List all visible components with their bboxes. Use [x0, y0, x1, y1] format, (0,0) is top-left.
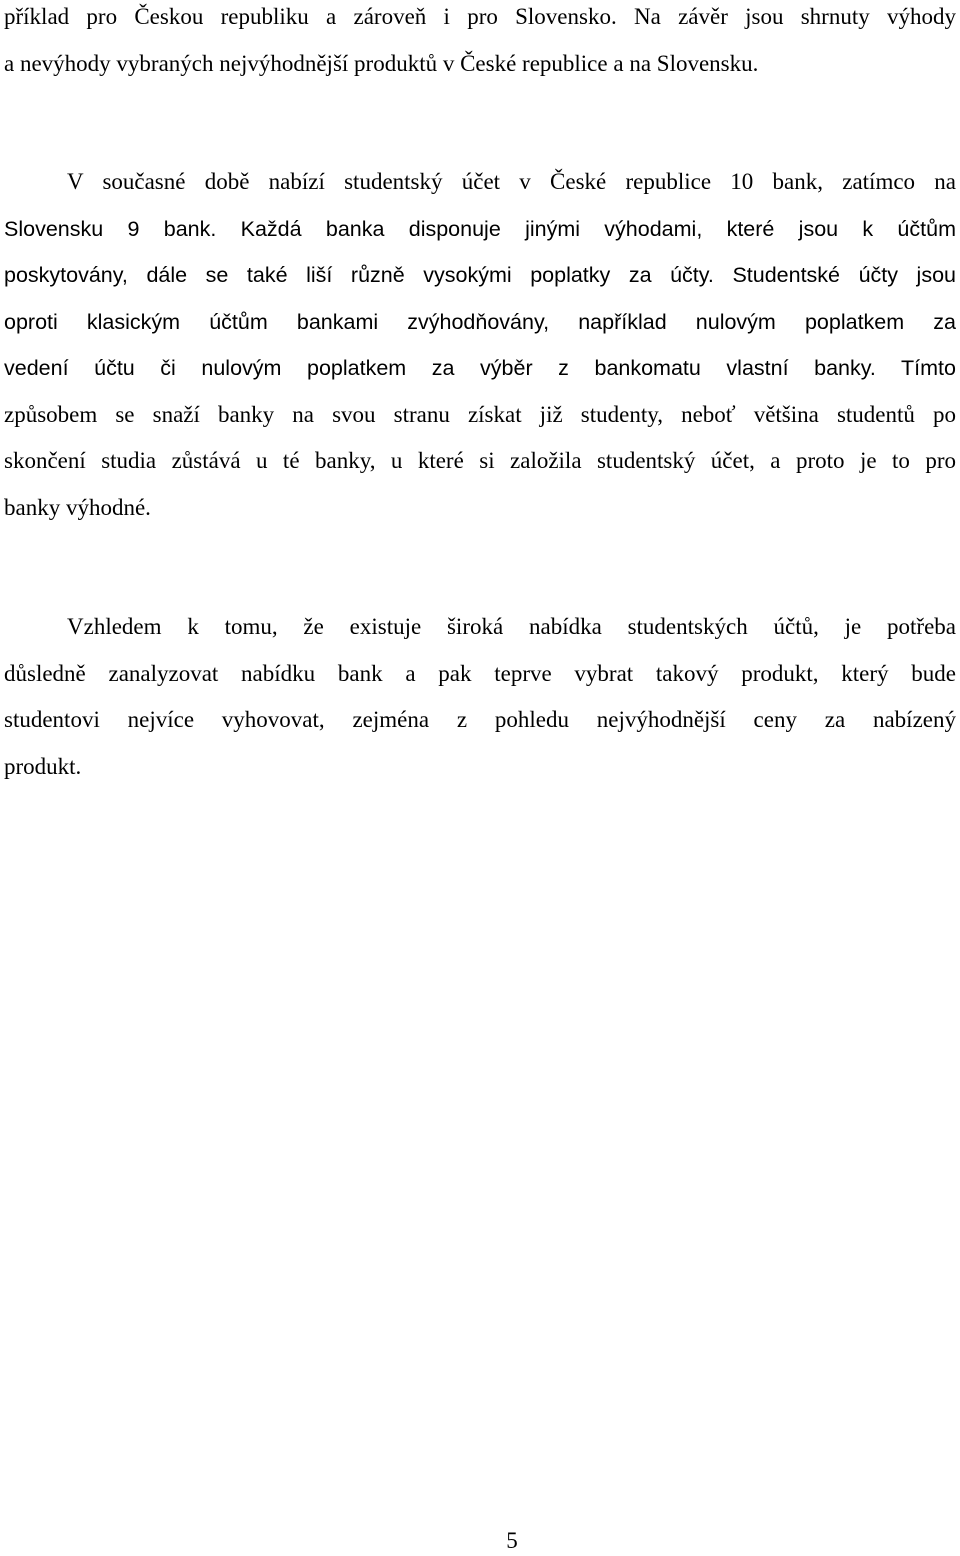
text-line: oproti klasickým účtům bankami zvýhodňovány, například nulovým poplatkem za: [4, 309, 956, 334]
text-line: důsledně zanalyzovat nabídku bank a pak teprve vybrat takový produkt, který bude: [4, 660, 956, 686]
text-line: a nevýhody vybraných nejvýhodnější produktů v České republice a na Slovensku.: [4, 50, 759, 76]
text-line: V současné době nabízí studentský účet v České republice 10 bank, zatímco na: [67, 169, 956, 194]
text-line: produkt.: [4, 753, 82, 779]
text-line: studentovi nejvíce vyhovovat, zejména z pohledu nejvýhodnější ceny za nabízený: [4, 707, 956, 732]
text-line: způsobem se snaží banky na svou stranu získat již studenty, neboť většina studentů po: [4, 401, 956, 427]
text-line: Slovensku 9 bank. Každá banka disponuje jinými výhodami, které jsou k účtům: [4, 216, 956, 241]
text-line: poskytovány, dále se také liší různě vysokými poplatky za účty. Studentské účty jsou: [4, 263, 956, 287]
text-line: Vzhledem k tomu, že existuje široká nabídka studentských účtů, je potřeba: [67, 614, 956, 639]
paragraph-student-accounts: [4, 159, 956, 531]
text-line: banky výhodné.: [4, 494, 151, 520]
text-line: příklad pro Českou republiku a zároveň i pro Slovensko. Na závěr jsou shrnuty výhody: [4, 4, 956, 29]
paragraph-analysis-need: [4, 604, 956, 790]
page-number: 5: [506, 1528, 518, 1553]
text-line: vedení účtu či nulovým poplatkem za výběr z bankomatu vlastní banky. Tímto: [4, 356, 956, 380]
text-line: skončení studia zůstává u té banky, u které si založila studentský účet, a proto je to pro: [4, 448, 956, 473]
paragraph-intro-conclusion: [4, 0, 956, 87]
